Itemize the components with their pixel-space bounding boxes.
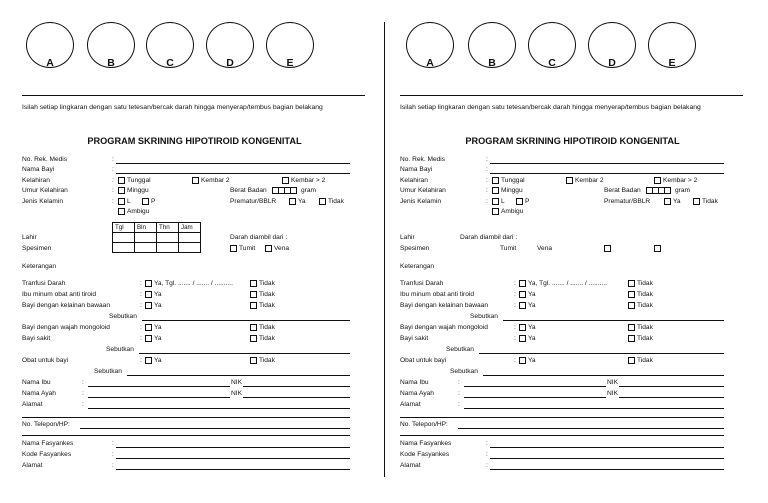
checkbox-obat-tidak[interactable]	[250, 357, 257, 364]
label-bayi-sakit: Bayi sakit	[400, 335, 429, 342]
label-ibu-obat: Ibu minum obat anti tiroid	[400, 291, 475, 298]
alamat-line-2[interactable]	[400, 417, 724, 418]
weight-digit-box[interactable]	[290, 187, 297, 194]
label-ibu-obat: Ibu minum obat anti tiroid	[22, 291, 97, 298]
option-ya: Ya	[154, 291, 162, 298]
checkbox-tumit[interactable]	[230, 245, 237, 252]
label-sebutkan: Sebutkan	[106, 346, 134, 353]
colon: :	[514, 357, 516, 364]
checkbox-ibu-obat-tidak[interactable]	[250, 291, 257, 298]
option-l: L	[127, 198, 131, 205]
table-header: Bln	[135, 223, 157, 233]
option-tidak: Tidak	[259, 291, 275, 298]
weeks-box[interactable]	[118, 187, 125, 194]
date-time-table	[112, 222, 201, 253]
checkbox-vena[interactable]	[265, 245, 272, 252]
option-tidak: Tidak	[259, 335, 275, 342]
option-kembar-2: Kembar 2	[201, 177, 230, 184]
page-divider	[384, 22, 385, 477]
alamat-line-2[interactable]	[22, 417, 350, 418]
checkbox-transfusi-ya[interactable]	[519, 280, 526, 287]
checkbox-spesimen-2[interactable]	[654, 245, 661, 252]
label-nik: NIK	[607, 379, 618, 386]
label-berat-badan: Berat Badan	[604, 187, 641, 194]
header-rule	[400, 95, 743, 96]
colon: :	[486, 462, 488, 469]
header-rule	[22, 95, 365, 96]
option-ya: Ya	[528, 302, 536, 309]
table-header: Tgl	[113, 223, 135, 233]
label-prematur: Prematur/BBLR	[230, 198, 277, 205]
label-alamat: Alamat	[22, 401, 43, 408]
nik-ibu-line[interactable]	[243, 386, 350, 387]
checkbox-spesimen-1[interactable]	[604, 245, 611, 252]
option-tidak: Tidak	[702, 198, 718, 205]
option-gram: gram	[675, 187, 691, 194]
telepon-line[interactable]	[80, 428, 350, 429]
label-sebutkan: Sebutkan	[450, 368, 478, 375]
label-sebutkan: Sebutkan	[446, 346, 474, 353]
checkbox-l[interactable]	[492, 198, 499, 205]
table-cell[interactable]	[135, 233, 157, 243]
colon: :	[486, 156, 488, 163]
checkbox-transfusi-ya[interactable]	[145, 280, 152, 287]
table-cell[interactable]	[157, 233, 179, 243]
option-ya-tgl: Ya, Tgl. ....... / ....... / ..........	[528, 280, 607, 287]
colon: :	[112, 187, 114, 194]
circle-label-a: A	[46, 57, 54, 69]
weight-digit-box[interactable]	[664, 187, 671, 194]
colon: :	[112, 451, 114, 458]
colon: :	[82, 390, 84, 397]
option-l: L	[501, 198, 505, 205]
label-obat-bayi: Obat untuk bayi	[400, 357, 447, 364]
circle-label-b: B	[107, 57, 115, 69]
option-tumit: Tumit	[239, 245, 256, 252]
label-nik: NIK	[231, 390, 242, 397]
label-keterangan: Keterangan	[22, 263, 57, 270]
nama-fasyankes-line[interactable]	[116, 447, 350, 448]
label-rekam-medis: No. Rek. Medis	[400, 156, 446, 163]
checkbox-p[interactable]	[142, 198, 149, 205]
option-tidak: Tidak	[637, 291, 653, 298]
checkbox-kembar-lebih-2[interactable]	[654, 177, 661, 184]
label-kode-fasyankes: Kode Fasyankes	[400, 451, 450, 458]
colon: :	[486, 166, 488, 173]
checkbox-mongoloid-tidak[interactable]	[628, 324, 635, 331]
label-telepon: No. Telepon/HP:	[22, 421, 70, 428]
checkbox-prematur-tidak[interactable]	[693, 198, 700, 205]
colon: :	[140, 335, 142, 342]
colon: :	[458, 390, 460, 397]
label-spesimen: Spesimen	[22, 245, 52, 252]
table-header: Thn	[157, 223, 179, 233]
label-obat-bayi: Obat untuk bayi	[22, 357, 69, 364]
label-kelahiran: Kelahiran	[22, 177, 50, 184]
option-ya: Ya	[298, 198, 306, 205]
sebutkan-obat-line[interactable]	[127, 375, 350, 376]
option-ya: Ya	[528, 324, 536, 331]
label-transfusi: Tranfusi Darah	[22, 280, 66, 287]
colon: :	[82, 379, 84, 386]
checkbox-tunggal[interactable]	[118, 177, 125, 184]
kode-fasyankes-line[interactable]	[116, 458, 350, 459]
nik-ibu-line[interactable]	[619, 386, 724, 387]
colon: :	[140, 280, 142, 287]
checkbox-sakit-ya[interactable]	[145, 335, 152, 342]
checkbox-mongoloid-tidak[interactable]	[250, 324, 257, 331]
checkbox-kembar-lebih-2[interactable]	[282, 177, 289, 184]
checkbox-sakit-tidak[interactable]	[250, 335, 257, 342]
colon: :	[112, 177, 114, 184]
sebutkan-bawaan-line[interactable]	[142, 320, 350, 321]
table-cell[interactable]	[113, 233, 135, 243]
circle-label-c: C	[548, 57, 556, 69]
option-vena: Vena	[537, 245, 553, 252]
label-telepon: No. Telepon/HP:	[400, 421, 448, 428]
colon: :	[112, 440, 114, 447]
colon: :	[458, 379, 460, 386]
option-vena: Vena	[274, 245, 290, 252]
label-alamat: Alamat	[400, 401, 421, 408]
label-nama-ibu: Nama Ibu	[22, 379, 51, 386]
nik-ayah-line[interactable]	[619, 397, 724, 398]
checkbox-bawaan-tidak[interactable]	[250, 302, 257, 309]
screening-form-right	[392, 0, 758, 503]
colon: :	[514, 335, 516, 342]
label-kelahiran: Kelahiran	[400, 177, 428, 184]
label-darah-diambil: Darah diambil dari :	[230, 234, 288, 241]
option-p: P	[151, 198, 156, 205]
label-nik: NIK	[607, 390, 618, 397]
checkbox-ibu-obat-tidak[interactable]	[628, 291, 635, 298]
colon: :	[514, 291, 516, 298]
checkbox-ibu-obat-ya[interactable]	[519, 291, 526, 298]
label-sebutkan: Sebutkan	[94, 368, 122, 375]
checkbox-bawaan-ya[interactable]	[145, 302, 152, 309]
option-ya: Ya	[154, 335, 162, 342]
label-wajah-mongoloid: Bayi dengan wajah mongoloid	[400, 324, 488, 331]
option-ya: Ya	[528, 291, 536, 298]
sebutkan-obat-line[interactable]	[483, 375, 724, 376]
checkbox-tunggal[interactable]	[492, 177, 499, 184]
checkbox-sakit-ya[interactable]	[519, 335, 526, 342]
label-spesimen: Spesimen	[400, 245, 430, 252]
option-tidak: Tidak	[637, 335, 653, 342]
circle-label-d: D	[226, 57, 234, 69]
kode-fasyankes-line[interactable]	[490, 458, 724, 459]
colon: :	[140, 324, 142, 331]
label-bayi-bawaan: Bayi dengan kelainan bawaan	[400, 302, 488, 309]
checkbox-mongoloid-ya[interactable]	[519, 324, 526, 331]
form-title: PROGRAM SKRINING HIPOTIROID KONGENITAL	[87, 136, 302, 146]
instruction-text: Isilah setiap lingkaran dengan satu tetesan/bercak darah hingga menyerap/tembus bagian belakang	[22, 104, 323, 111]
checkbox-obat-ya[interactable]	[519, 357, 526, 364]
option-tidak: Tidak	[259, 324, 275, 331]
colon: :	[486, 198, 488, 205]
option-p: P	[525, 198, 530, 205]
circle-label-e: E	[668, 57, 676, 69]
option-tidak: Tidak	[259, 280, 275, 287]
label-alamat-fasyankes: Alamat	[22, 462, 43, 469]
rekam-medis-line[interactable]	[116, 163, 350, 164]
label-jenis-kelamin: Jenis Kelamin	[400, 198, 442, 205]
colon: :	[458, 401, 460, 408]
colon: :	[112, 462, 114, 469]
option-ya: Ya	[528, 335, 536, 342]
option-kembar-lebih-2: Kembar > 2	[291, 177, 326, 184]
option-minggu: Minggu	[501, 187, 523, 194]
sebutkan-sakit-line[interactable]	[479, 353, 724, 354]
form-title: PROGRAM SKRINING HIPOTIROID KONGENITAL	[465, 136, 680, 146]
circle-label-b: B	[488, 57, 496, 69]
separator-line	[22, 435, 350, 436]
label-prematur: Prematur/BBLR	[604, 198, 651, 205]
colon: :	[82, 401, 84, 408]
option-ambigu: Ambigu	[127, 208, 150, 215]
colon: :	[112, 198, 114, 205]
checkbox-obat-ya[interactable]	[145, 357, 152, 364]
checkbox-transfusi-tidak[interactable]	[628, 280, 635, 287]
checkbox-ambigu[interactable]	[118, 208, 125, 215]
nik-ayah-line[interactable]	[243, 397, 350, 398]
alamat-line[interactable]	[464, 408, 724, 409]
alamat-fasyankes-line[interactable]	[490, 469, 724, 470]
label-darah-diambil: Darah diambil dari :	[460, 234, 518, 241]
label-umur-kelahiran: Umur Kelahiran	[22, 187, 68, 194]
label-keterangan: Keterangan	[400, 263, 435, 270]
weeks-box[interactable]	[492, 187, 499, 194]
colon: :	[112, 156, 114, 163]
table-cell[interactable]	[179, 243, 201, 253]
table-cell[interactable]	[113, 243, 135, 253]
option-minggu: Minggu	[127, 187, 149, 194]
label-nama-ayah: Nama Ayah	[400, 390, 434, 397]
colon: :	[140, 357, 142, 364]
option-tidak: Tidak	[637, 302, 653, 309]
checkbox-bawaan-ya[interactable]	[519, 302, 526, 309]
option-ya: Ya	[154, 324, 162, 331]
option-ambigu: Ambigu	[501, 208, 524, 215]
option-kembar-2: Kembar 2	[575, 177, 604, 184]
option-tidak: Tidak	[637, 324, 653, 331]
label-nama-ibu: Nama Ibu	[400, 379, 429, 386]
sebutkan-sakit-line[interactable]	[139, 353, 350, 354]
checkbox-prematur-tidak[interactable]	[319, 198, 326, 205]
nama-ayah-line[interactable]	[88, 397, 230, 398]
label-nama-ayah: Nama Ayah	[22, 390, 56, 397]
colon: :	[514, 302, 516, 309]
label-bayi-sakit: Bayi sakit	[22, 335, 51, 342]
option-tidak: Tidak	[259, 357, 275, 364]
label-jenis-kelamin: Jenis Kelamin	[22, 198, 64, 205]
label-wajah-mongoloid: Bayi dengan wajah mongoloid	[22, 324, 110, 331]
checkbox-prematur-ya[interactable]	[289, 198, 296, 205]
option-tidak: Tidak	[328, 198, 344, 205]
label-nik: NIK	[231, 379, 242, 386]
option-ya: Ya	[673, 198, 681, 205]
colon: :	[140, 291, 142, 298]
label-nama-fasyankes: Nama Fasyankes	[22, 440, 74, 447]
colon: :	[514, 280, 516, 287]
table-cell[interactable]	[135, 243, 157, 253]
label-nama-bayi: Nama Bayi	[22, 166, 55, 173]
label-umur-kelahiran: Umur Kelahiran	[400, 187, 446, 194]
label-alamat-fasyankes: Alamat	[400, 462, 421, 469]
label-lahir: Lahir	[400, 234, 415, 241]
colon: :	[514, 324, 516, 331]
checkbox-prematur-ya[interactable]	[664, 198, 671, 205]
checkbox-kembar-2[interactable]	[566, 177, 573, 184]
nama-bayi-line[interactable]	[116, 173, 350, 174]
label-sebutkan: Sebutkan	[109, 313, 137, 320]
checkbox-kembar-2[interactable]	[192, 177, 199, 184]
nama-ibu-line[interactable]	[88, 386, 230, 387]
checkbox-ambigu[interactable]	[492, 208, 499, 215]
alamat-fasyankes-line[interactable]	[116, 469, 350, 470]
option-ya-tgl: Ya, Tgl. ....... / ....... / ..........	[154, 280, 233, 287]
label-lahir: Lahir	[22, 234, 37, 241]
option-tidak: Tidak	[637, 280, 653, 287]
checkbox-obat-tidak[interactable]	[628, 357, 635, 364]
label-nama-fasyankes: Nama Fasyankes	[400, 440, 452, 447]
option-tidak: Tidak	[637, 357, 653, 364]
sebutkan-bawaan-line[interactable]	[503, 320, 724, 321]
checkbox-ibu-obat-ya[interactable]	[145, 291, 152, 298]
nama-fasyankes-line[interactable]	[490, 447, 724, 448]
circle-label-e: E	[286, 57, 294, 69]
colon: :	[486, 451, 488, 458]
table-cell[interactable]	[157, 243, 179, 253]
circle-label-d: D	[608, 57, 616, 69]
checkbox-sakit-tidak[interactable]	[628, 335, 635, 342]
colon: :	[486, 177, 488, 184]
nama-bayi-line[interactable]	[490, 173, 724, 174]
option-ya: Ya	[154, 357, 162, 364]
checkbox-p[interactable]	[516, 198, 523, 205]
nama-ayah-line[interactable]	[464, 397, 606, 398]
label-rekam-medis: No. Rek. Medis	[22, 156, 68, 163]
checkbox-transfusi-tidak[interactable]	[250, 280, 257, 287]
colon: :	[112, 166, 114, 173]
option-tidak: Tidak	[259, 302, 275, 309]
label-sebutkan: Sebutkan	[470, 313, 498, 320]
circle-label-a: A	[426, 57, 434, 69]
option-tunggal: Tunggal	[127, 177, 151, 184]
alamat-line[interactable]	[88, 408, 350, 409]
colon: :	[486, 187, 488, 194]
checkbox-bawaan-tidak[interactable]	[628, 302, 635, 309]
checkbox-mongoloid-ya[interactable]	[145, 324, 152, 331]
telepon-line[interactable]	[458, 428, 724, 429]
colon: :	[140, 302, 142, 309]
circle-label-c: C	[166, 57, 174, 69]
option-tumit: Tumit	[500, 245, 517, 252]
colon: :	[486, 440, 488, 447]
option-kembar-lebih-2: Kembar > 2	[663, 177, 698, 184]
label-berat-badan: Berat Badan	[230, 187, 267, 194]
option-ya: Ya	[528, 357, 536, 364]
instruction-text: Isilah setiap lingkaran dengan satu tetesan/bercak darah hingga menyerap/tembus bagian belakang	[400, 104, 701, 111]
nama-ibu-line[interactable]	[464, 386, 606, 387]
option-gram: gram	[301, 187, 317, 194]
label-nama-bayi: Nama Bayi	[400, 166, 433, 173]
separator-line	[400, 435, 724, 436]
label-transfusi: Tranfusi Darah	[400, 280, 444, 287]
option-tunggal: Tunggal	[501, 177, 525, 184]
label-bayi-bawaan: Bayi dengan kelainan bawaan	[22, 302, 110, 309]
table-header: Jam	[179, 223, 201, 233]
rekam-medis-line[interactable]	[490, 163, 724, 164]
checkbox-l[interactable]	[118, 198, 125, 205]
table-cell[interactable]	[179, 233, 201, 243]
label-kode-fasyankes: Kode Fasyankes	[22, 451, 72, 458]
screening-form-left	[14, 0, 380, 503]
option-ya: Ya	[154, 302, 162, 309]
